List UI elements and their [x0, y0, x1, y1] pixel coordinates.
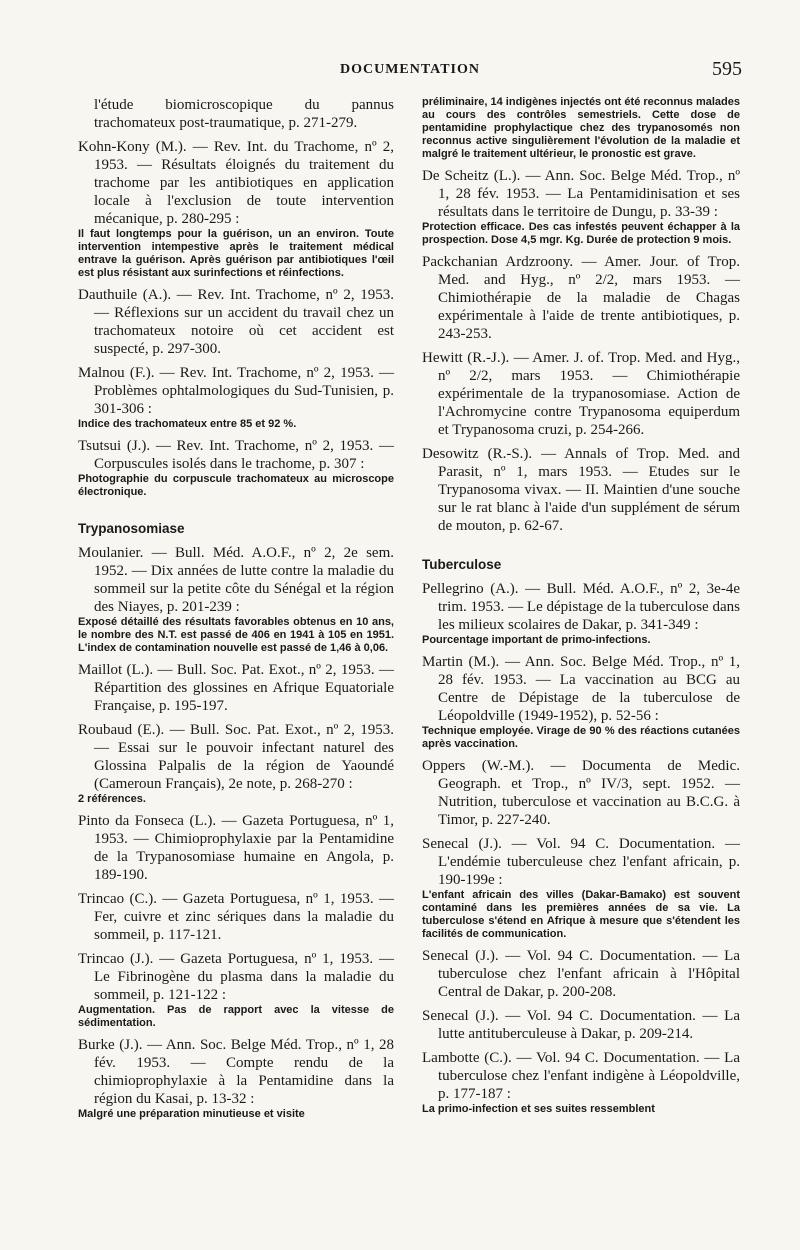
bibliography-entry	[422, 1049, 740, 1116]
reference-text: Trincao (J.). — Gazeta Portuguesa, nº 1, 1953. — Le Fibrinogène du plasma dans la maladie du sommeil, p. 121-122 :	[78, 951, 394, 1003]
reference-text: Senecal (J.). — Vol. 94 C. Documentation. — La tuberculose chez l'enfant africain à l'Hôpital Central de Dakar, p. 200-208.	[422, 948, 740, 1000]
abstract-note: Pourcentage important de primo-infections.	[422, 634, 651, 646]
bibliography-entry	[422, 96, 740, 161]
reference-text: Hewitt (R.-J.). — Amer. J. of. Trop. Med. and Hyg., nº 2/2, mars 1953. — Chimiothérapie expérimentale de la trypanosomiase. Action de l'Achromycine contre Trypanosoma equiperdum et Trypanosoma cruzi, p. 254-266.	[422, 350, 740, 438]
bibliography-entry	[78, 721, 394, 806]
abstract-note: Exposé détaillé des résultats favorables obtenus en 10 ans, le nombre des N.T. est passé de 406 en 1941 à 105 en 1951. L'index de contamination nouvelle est passé de 1,46 à 0,06.	[78, 616, 394, 654]
bibliography-entry	[78, 96, 394, 132]
section-heading: Trypanosomiase	[78, 521, 185, 536]
bibliography-entry	[78, 437, 394, 499]
reference-text: Pinto da Fonseca (L.). — Gazeta Portuguesa, nº 1, 1953. — Chimioprophylaxie par la Pentamidine de la Trypanosomiase humaine en Angola, p. 189-190.	[78, 813, 394, 883]
reference-text: l'étude biomicroscopique du pannus trachomateux post-traumatique, p. 271-279.	[94, 97, 394, 131]
page-number: 595	[712, 58, 742, 80]
bibliography-entry	[78, 286, 394, 358]
reference-text: Martin (M.). — Ann. Soc. Belge Méd. Trop., nº 1, 28 fév. 1953. — La vaccination au BCG au Centre de Dépistage de la tuberculose de Léopoldville (1949-1952), p. 52-56 :	[422, 654, 740, 724]
section-heading: Tuberculose	[422, 557, 502, 572]
reference-text: Packchanian Ardzroony. — Amer. Jour. of Trop. Med. and Hyg., nº 2/2, mars 1953. — Chimiothérapie de la maladie de Chagas expérimentale à l'aide de trente antibiotiques, p. 243-253.	[422, 254, 740, 342]
abstract-note: Protection efficace. Des cas infestés peuvent échapper à la prospection. Dose 4,5 mgr. Kg. Durée de protection 9 mois.	[422, 221, 740, 246]
bibliography-entry	[422, 253, 740, 343]
abstract-note: Indice des trachomateux entre 85 et 92 %.	[78, 418, 297, 430]
bibliography-entry	[78, 950, 394, 1030]
bibliography-entry	[422, 167, 740, 247]
bibliography-entry	[422, 445, 740, 535]
bibliography-entry	[422, 835, 740, 941]
bibliography-entry	[78, 364, 394, 431]
bibliography-entry	[78, 544, 394, 655]
reference-text: Senecal (J.). — Vol. 94 C. Documentation. — La lutte antituberculeuse à Dakar, p. 209-214.	[422, 1008, 740, 1042]
bibliography-entry	[422, 580, 740, 647]
abstract-note: La primo-infection et ses suites ressemblent	[422, 1103, 655, 1115]
abstract-note: Malgré une préparation minutieuse et visite	[78, 1108, 305, 1120]
reference-text: Burke (J.). — Ann. Soc. Belge Méd. Trop., nº 1, 28 fév. 1953. — Compte rendu de la chimioprophylaxie à la Pentamidine dans la région du Kasai, p. 13-32 :	[78, 1037, 394, 1107]
reference-text: Malnou (F.). — Rev. Int. Trachome, nº 2, 1953. — Problèmes ophtalmologiques du Sud-Tunisien, p. 301-306 :	[78, 365, 394, 417]
reference-text: Maillot (L.). — Bull. Soc. Pat. Exot., nº 2, 1953. — Répartition des glossines en Afrique Equatoriale Française, p. 195-197.	[78, 662, 394, 714]
abstract-note: Technique employée. Virage de 90 % des réactions cutanées après vaccination.	[422, 725, 740, 750]
reference-text: De Scheitz (L.). — Ann. Soc. Belge Méd. Trop., nº 1, 28 fév. 1953. — La Pentamidinisation et ses résultats dans le territoire de Dungu, p. 33-39 :	[422, 168, 740, 220]
reference-text: Roubaud (E.). — Bull. Soc. Pat. Exot., nº 2, 1953. — Essai sur le pouvoir infectant naturel des Glossina Palpalis de la région de Yaoundé (Cameroun Français), 2e note, p. 268-270 :	[78, 722, 394, 792]
running-title: DOCUMENTATION	[339, 62, 481, 77]
right-column	[422, 96, 740, 1122]
bibliography-entry	[422, 653, 740, 751]
bibliography-entry	[78, 890, 394, 944]
abstract-note: L'enfant africain des villes (Dakar-Bamako) est souvent contaminé dans les premières années de sa vie. La tuberculose s'étend en Afrique à mesure que s'étendent les facilités de communication.	[422, 889, 740, 940]
reference-text: Moulanier. — Bull. Méd. A.O.F., nº 2, 2e sem. 1952. — Dix années de lutte contre la maladie du sommeil sur la petite côte du Sénégal et la région des Niayes, p. 201-239 :	[78, 545, 394, 615]
bibliography-entry	[78, 1036, 394, 1121]
bibliography-entry	[422, 757, 740, 829]
reference-text: Desowitz (R.-S.). — Annals of Trop. Med. and Parasit, nº 1, mars 1953. — Etudes sur le Trypanosoma vivax. — II. Maintien d'une souche sur le rat blanc à l'aide d'un supplément de sérum de mouton, p. 62-67.	[422, 446, 740, 534]
bibliography-entry	[78, 661, 394, 715]
bibliography-entry	[422, 349, 740, 439]
reference-text: Oppers (W.-M.). — Documenta de Medic. Geograph. et Trop., nº IV/3, sept. 1952. — Nutrition, tuberculose et vaccination au B.C.G. à Timor, p. 227-240.	[422, 758, 740, 828]
reference-text: Dauthuile (A.). — Rev. Int. Trachome, nº 2, 1953. — Réflexions sur un accident du travail chez un trachomateux notoire où cet accident est suspecté, p. 297-300.	[78, 287, 394, 357]
bibliography-entry	[422, 947, 740, 1001]
reference-text: Pellegrino (A.). — Bull. Méd. A.O.F., nº 2, 3e-4e trim. 1953. — Le dépistage de la tuberculose dans les milieux scolaires de Dakar, p. 341-349 :	[422, 581, 740, 633]
abstract-note: préliminaire, 14 indigènes injectés ont été reconnus malades au cours des contrôles semestriels. Cette dose de pentamidine prophylactique chez des trypanosomés non reconnus active singulièrement l'évolution de la maladie et malgré le traitement ultérieur, le pronostic est grave.	[422, 96, 740, 160]
bibliography-entry	[78, 812, 394, 884]
abstract-note: 2 références.	[78, 793, 146, 805]
reference-text: Senecal (J.). — Vol. 94 C. Documentation. —L'endémie tuberculeuse chez l'enfant africain, p. 190-199e :	[422, 836, 740, 888]
left-column	[78, 96, 394, 1127]
abstract-note: Il faut longtemps pour la guérison, un an environ. Toute intervention intempestive après le traitement médical entrave la guérison. Après guérison par antibiotiques l'œil est plus résistant aux surinfections et réinfections.	[78, 228, 394, 279]
reference-text: Trincao (C.). — Gazeta Portuguesa, nº 1, 1953. — Fer, cuivre et zinc sériques dans la maladie du sommeil, p. 117-121.	[78, 891, 394, 943]
bibliography-entry	[422, 1007, 740, 1043]
abstract-note: Photographie du corpuscule trachomateux au microscope électronique.	[78, 473, 394, 498]
reference-text: Lambotte (C.). — Vol. 94 C. Documentation. — La tuberculose chez l'enfant indigène à Léopoldville, p. 177-187 :	[422, 1050, 740, 1102]
page-header	[78, 58, 742, 82]
bibliography-entry	[78, 138, 394, 280]
reference-text: Kohn-Kony (M.). — Rev. Int. du Trachome, nº 2, 1953. — Résultats éloignés du traitement du trachome par les antibiotiques en application locale à l'exclusion de toute intervention mécanique, p. 280-295 :	[78, 139, 394, 227]
abstract-note: Augmentation. Pas de rapport avec la vitesse de sédimentation.	[78, 1004, 394, 1029]
reference-text: Tsutsui (J.). — Rev. Int. Trachome, nº 2, 1953. — Corpuscules isolés dans le trachome, p. 307 :	[78, 438, 394, 472]
